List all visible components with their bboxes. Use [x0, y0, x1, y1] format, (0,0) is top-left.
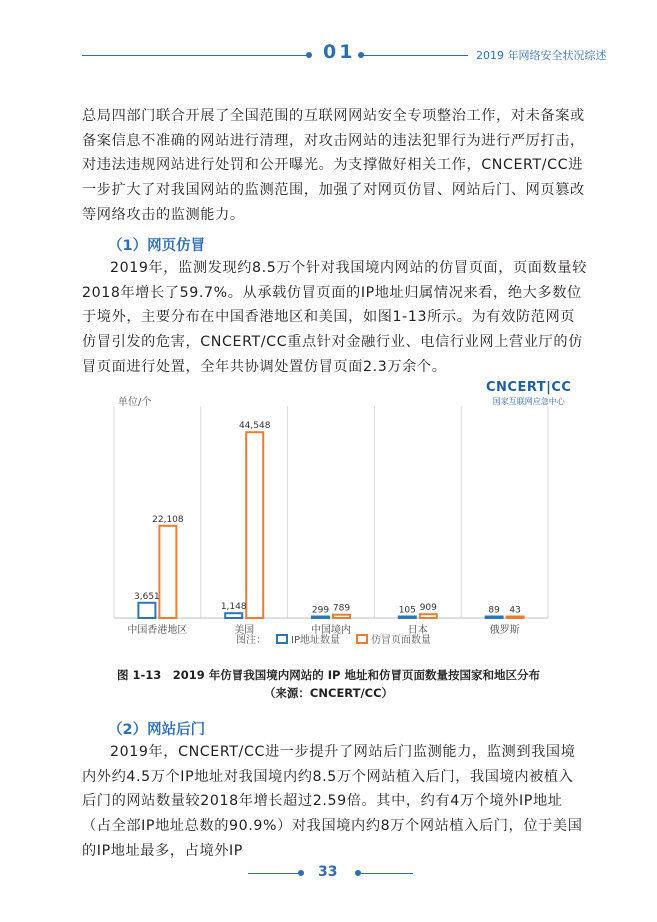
logo-subtitle: 国家互联网应急中心: [492, 397, 565, 406]
data-label-ip-1: 1,148: [220, 602, 247, 613]
bar-chart: [0, 386, 657, 656]
category-label-1: 美国: [234, 625, 255, 636]
bar-ip-2: [312, 617, 329, 619]
header-rule-right: [362, 55, 468, 56]
page-header: [0, 38, 657, 78]
category-label-0: 中国香港地区: [127, 625, 188, 636]
chapter-number: 01: [323, 41, 356, 63]
bar-pages-1: [246, 432, 263, 618]
chart-legend: [236, 633, 431, 646]
header-dot-left: [306, 52, 312, 58]
chart-ylabel: 单位/个: [118, 397, 152, 408]
bar-pages-0: [159, 526, 176, 618]
paragraph-phishing: 2019年，监测发现约8.5万个针对我国境内网站的仿冒页面，页面数量较2018年增长了59.7%。从承载仿冒页面的IP地址归属情况来看，绝大多数位于境外，主要分布在中国香港地区和美国，如图1-13所示。为有效防范网页仿冒引发的危害，CNCERT/CC重点针对金融行业、电信行业网上营业厅的仿冒页面进行处置，全年共协调处置仿冒页面2.3万余个。: [82, 260, 587, 375]
data-label-ip-2: 299: [311, 605, 330, 616]
legend-swatch-ip: [277, 635, 287, 643]
legend-swatch-pages: [357, 635, 367, 643]
footer-rule-right: [359, 873, 413, 874]
page-footer: [0, 864, 657, 884]
bar-ip-1: [225, 613, 242, 618]
report-title: 2019 年网络安全状况综述: [476, 49, 607, 62]
data-label-pages-2: 789: [332, 603, 351, 614]
data-label-pages-3: 909: [419, 603, 437, 614]
header-rule-left: [82, 55, 310, 56]
category-label-2: 中国境内: [311, 625, 351, 636]
bar-ip-4: [486, 617, 503, 619]
legend-label-ip: IP地址数量: [291, 635, 340, 646]
legend-prefix: 图注：: [236, 635, 266, 646]
data-label-pages-1: 44,548: [238, 421, 271, 432]
bar-pages-4: [507, 617, 524, 619]
bar-pages-2: [333, 615, 350, 618]
data-label-ip-3: 105: [398, 605, 416, 616]
legend-label-pages: 仿冒页面数量: [371, 635, 431, 646]
category-label-4: 俄罗斯: [489, 625, 520, 636]
bar-ip-3: [399, 617, 416, 619]
category-label-3: 日本: [407, 625, 428, 636]
data-label-pages-0: 22,108: [152, 514, 184, 525]
footer-dot-left: [298, 870, 304, 876]
logo-text: CNCERT|CC: [486, 380, 572, 395]
footer-rule-left: [248, 873, 302, 874]
data-label-ip-0: 3,651: [134, 591, 160, 602]
section-heading-phishing: （1）网页仿冒: [108, 238, 206, 254]
bar-pages-3: [420, 614, 437, 618]
section-heading-backdoor: （2）网站后门: [108, 722, 206, 738]
figure-caption-source: （来源：CNCERT/CC）: [263, 686, 394, 700]
figure-caption: 图 1-13 2019 年仿冒我国境内网站的 IP 地址和仿冒页面数量按国家和地区分布: [116, 668, 540, 682]
bar-ip-0: [138, 603, 155, 618]
paragraph-backdoor: 2019年，CNCERT/CC进一步提升了网站后门监测能力，监测到我国境内外约4.5万个IP地址对我国境内约8.5万个网站植入后门，我国境内被植入后门的网站数量较2018年增长超过2.59倍。其中，约有4万个境外IP地址（占全部IP地址总数的90.9%）对我国境内约8万个网站植入后门，位于美国的IP地址最多，占境外IP: [82, 744, 583, 859]
paragraph-intro: 总局四部门联合开展了全国范围的互联网网站安全专项整治工作，对未备案或备案信息不准确的网站进行清理，对攻击网站的违法犯罪行为进行严厉打击，对违法违规网站进行处罚和公开曝光。为支撑做好相关工作，CNCERT/CC进一步扩大了对我国网站的监测范围，加强了对网页仿冒、网站后门、网页篡改等网络攻击的监测能力。: [82, 108, 585, 223]
data-label-pages-4: 43: [509, 605, 521, 616]
data-label-ip-4: 89: [488, 605, 500, 616]
page-number: 33: [318, 864, 338, 880]
